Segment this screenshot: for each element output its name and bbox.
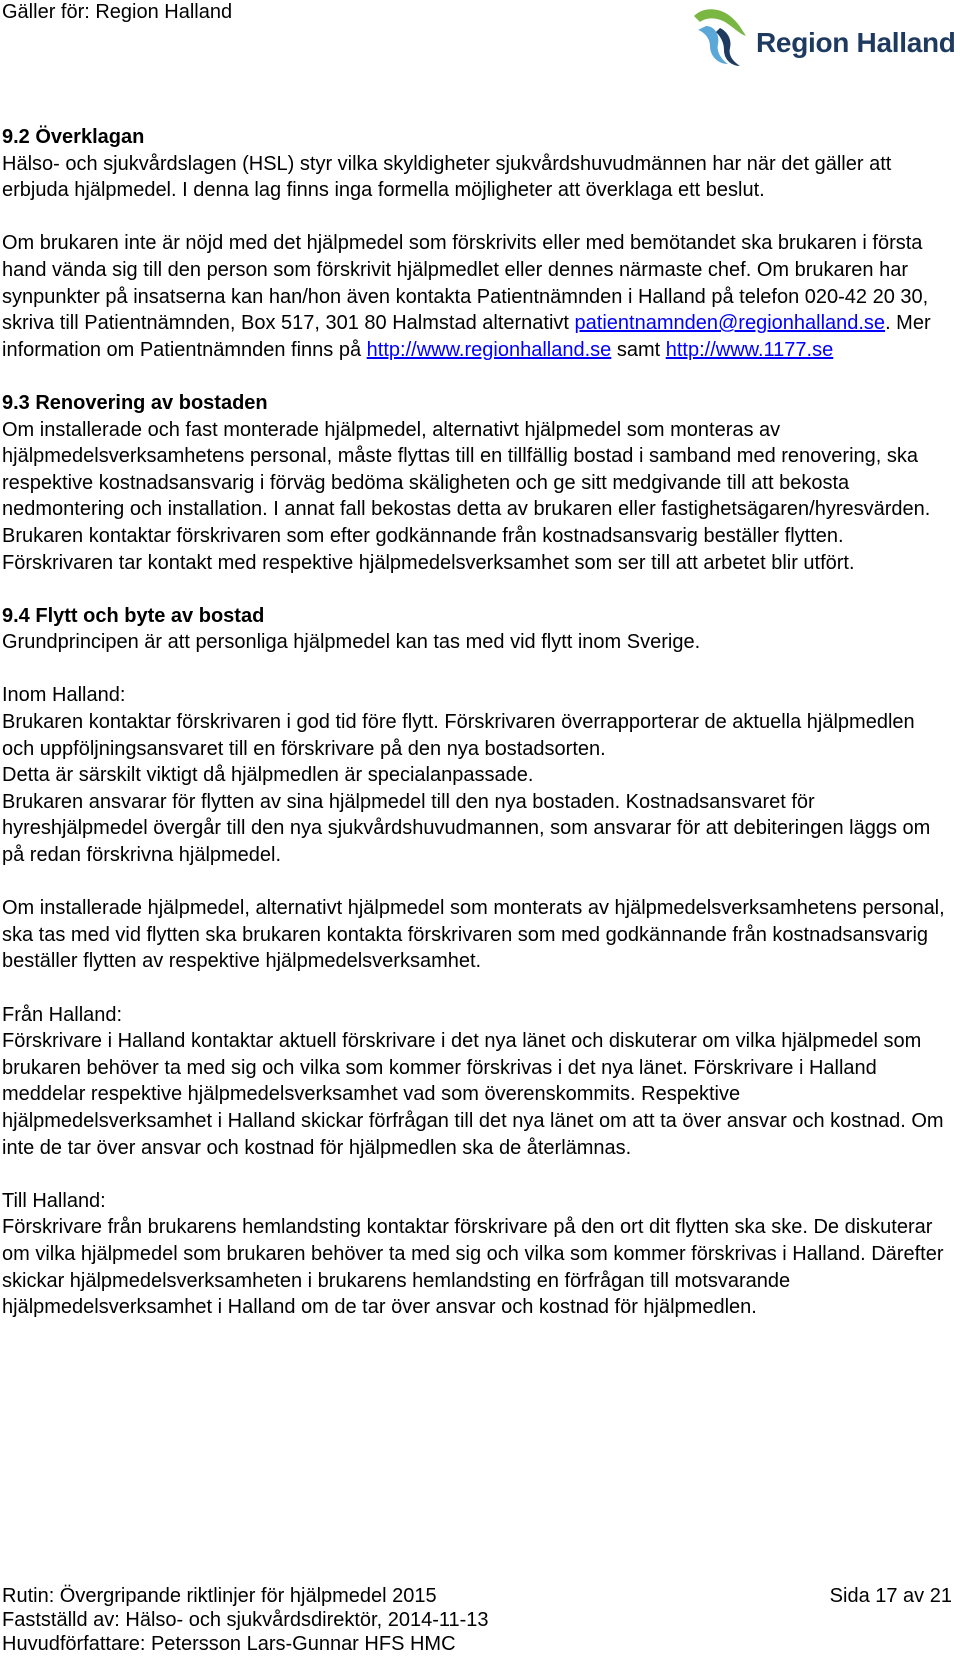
inom-halland-paragraph-1: Brukaren kontaktar förskrivaren i god tid före flytt. Förskrivaren överrapporterar de aktuella hjälpmedlen och uppföljningsansvaret till en förskrivare på den nya bostadsorten. (2, 711, 915, 760)
section-9-2-text-part-3: samt (611, 338, 666, 361)
footer-row-established (2, 1608, 952, 1632)
page-footer (2, 1584, 952, 1656)
section-9-2-paragraph-2 (2, 230, 950, 363)
section-9-2-text-part-2: . Mer information om Patientnämnden finns på (2, 312, 931, 361)
paragraph-gap (2, 1161, 950, 1188)
till-halland-label: Till Halland: (2, 1189, 106, 1212)
inom-halland-paragraph-4: Om installerade hjälpmedel, alternativt hjälpmedel som monterats av hjälpmedelsverksamhetens personal, ska tas med vid flytten ska brukaren kontakta förskrivaren som med godkännande från kostnadsansvarig beställer flytten av respektive hjälpmedelsverksamhet. (2, 897, 945, 973)
section-heading-9-3: 9.3 Renovering av bostaden (2, 391, 268, 414)
inom-halland-paragraph-2: Detta är särskilt viktigt då hjälpmedlen är specialanpassade. (2, 764, 534, 787)
section-9-3-paragraph-1: Om installerade och fast monterade hjälpmedel, alternativt hjälpmedel som monteras av hjälpmedelsverksamhetens personal, måste flyttas till en tillfällig bostad i samband med renovering, ska respektive kostnadsansvarig i förväg bedöma skäligheten och ge sitt medgivande till att bekosta nedmontering och installation. I annat fall bekostas detta av brukaren eller fastighetsägaren/hyresvärden. Brukaren kontaktar förskrivaren som efter godkännande från kostnadsansvarig beställer flytten. Förskrivaren tar kontakt med respektive hjälpmedelsverksamhet som ser till att arbetet blir utfört. (2, 418, 931, 574)
footer-row-author (2, 1632, 952, 1656)
document-body (2, 124, 950, 1321)
inom-halland-label: Inom Halland: (2, 684, 126, 707)
paragraph-gap (2, 204, 950, 231)
page-header (0, 0, 960, 80)
author-label: Huvudförfattare: Petersson Lars-Gunnar HFS HMC (2, 1633, 456, 1655)
paragraph-gap (2, 576, 950, 603)
regionhalland-website-link[interactable]: http://www.regionhalland.se (366, 338, 612, 361)
footer-row-routine (2, 1584, 952, 1608)
paragraph-gap (2, 869, 950, 896)
page-number: Sida 17 av 21 (829, 1585, 952, 1607)
till-halland-paragraph-1: Förskrivare från brukarens hemlandsting kontaktar förskrivare på den ort dit flytten ska ske. De diskuterar om vilka hjälpmedel som brukaren behöver ta med sig och vilka som kommer förskrivas i Halland. Därefter skickar hjälpmedelsverksamheten i brukarens hemlandsting en förfrågan till motsvarande hjälpmedelsverksamhet i Halland om de tar över ansvar och kostnad för hjälpmedlen. (2, 1216, 944, 1319)
routine-label: Rutin: Övergripande riktlinjer för hjälpmedel 2015 (2, 1585, 437, 1607)
section-9-2-text-part-1: Om brukaren inte är nöjd med det hjälpmedel som förskrivits eller med bemötandet ska brukaren i första hand vända sig till den person som förskrivit hjälpmedlet eller dennes närmaste chef. Om brukaren har synpunkter på insatserna kan han/hon även kontakta Patientnämnden i Halland på telefon 020-42 20 30, skriva till Patientnämnden, Box 517, 301 80 Halmstad alternativt (2, 232, 929, 335)
established-label: Fastställd av: Hälso- och sjukvårdsdirektör, 2014-11-13 (2, 1609, 489, 1631)
applies-to-label: Gäller för: Region Halland (2, 1, 233, 23)
paragraph-gap (2, 363, 950, 390)
section-9-2-paragraph-1: Hälso- och sjukvårdslagen (HSL) styr vilka skyldigheter sjukvårdshuvudmännen har när det gäller att erbjuda hjälpmedel. I denna lag finns inga formella möjligheter att överklaga ett beslut. (2, 152, 892, 202)
section-heading-9-4: 9.4 Flytt och byte av bostad (2, 604, 265, 627)
paragraph-gap (2, 656, 950, 683)
inom-halland-paragraph-3: Brukaren ansvarar för flytten av sina hjälpmedel till den nya bostaden. Kostnadsansvaret för hyreshjälpmedel övergår till den nya sjukvårdshuvudmannen, som ansvarar för att debiteringen läggs om på redan förskrivna hjälpmedel. (2, 790, 931, 867)
fran-halland-paragraph-1: Förskrivare i Halland kontaktar aktuell förskrivare i det nya länet och diskuterar om vilka hjälpmedel som brukaren behöver ta med sig och vilka som kommer förskrivas i det nya länet. Förskrivare i Halland meddelar respektive hjälpmedelsverksamhet vad som överenskommits. Respektive hjälpmedelsverksamhet i Halland skickar förfrågan till det nya länet om att ta över ansvar och kostnad. Om inte de tar över ansvar och kostnad för hjälpmedlen ska de återlämnas. (2, 1030, 944, 1159)
region-halland-logo (690, 4, 956, 70)
fran-halland-label: Från Halland: (2, 1003, 123, 1026)
region-halland-logo-icon (690, 4, 756, 70)
paragraph-gap (2, 975, 950, 1002)
1177-website-link[interactable]: http://www.1177.se (665, 338, 834, 361)
section-9-4-paragraph-1: Grundprincipen är att personliga hjälpmedel kan tas med vid flytt inom Sverige. (2, 631, 701, 654)
logo-wordmark: Region Halland (756, 27, 956, 58)
section-heading-9-2: 9.2 Överklagan (2, 126, 145, 148)
patientnamnden-email-link[interactable]: patientnamnden@regionhalland.se (574, 312, 886, 335)
